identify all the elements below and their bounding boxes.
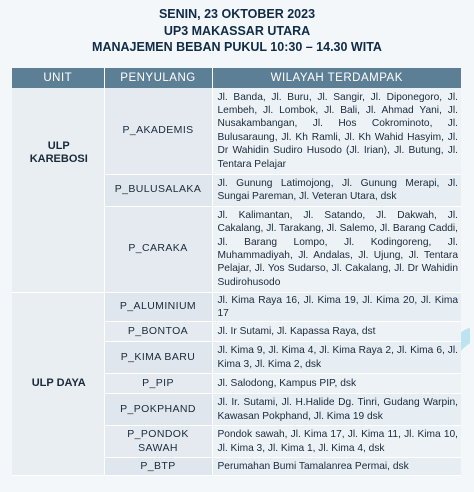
wilayah-cell: Jl. Kalimantan, Jl. Satando, Jl. Dakwah, Jl. Cakalang, Jl. Tarakang, Jl. Salemo, Jl. Barang Caddi, Jl. Barang Lompo, Jl. Kodingoreng, Jl. Muhammadiyah, Jl. Andalas, Jl. Ujung, Jl. Tentara Pelajar, Jl. Yos Sudarso, Jl. Cakalang, Jl. Dr Wahidin Sudirohusodo (212, 206, 461, 292)
column-header-penyulang: PENYULANG (104, 68, 212, 88)
wilayah-cell: Jl. Kima 9, Jl. Kima 4, Jl. Kima Raya 2, Jl. Kima 6, Jl. Kima 3, Jl. Kima 2, dsk (212, 342, 461, 374)
header-date: SENIN, 23 OKTOBER 2023 (158, 7, 316, 21)
wilayah-cell: Jl. Banda, Jl. Buru, Jl. Sangir, Jl. Diponegoro, Jl. Lembeh, Jl. Lombok, Jl. Bali, Jl. Ahmad Yani, Jl. Nusakambangan, Jl. Hos Cokrominoto, Jl. Bulusaraung, Jl. Kh Ramli, Jl. Kh Wahid Hasyim, Jl. Dr Wahidin Sudiro Husodo (Jl. Irian), Jl. Butung, Jl. Tentara Pelajar (212, 88, 461, 174)
column-header-unit: UNIT (12, 68, 104, 88)
penyulang-cell: P_CARAKA (104, 206, 212, 292)
wilayah-cell: Jl. Kima Raya 16, Jl. Kima 19, Jl. Kima 20, Jl. Kima 17 (212, 292, 461, 322)
unit-cell-daya: ULP DAYA (12, 292, 104, 476)
column-header-wilayah: WILAYAH TERDAMPAK (212, 68, 461, 88)
penyulang-cell: P_BTP (104, 458, 212, 476)
penyulang-cell: P_PIP (104, 374, 212, 394)
penyulang-cell: P_AKADEMIS (104, 88, 212, 174)
penyulang-cell: P_ALUMINIUM (104, 292, 212, 322)
wilayah-cell: Jl. Ir. Sutami, Jl. H.Halide Dg. Tinri, Gudang Warpin, Kawasan Pokphand, Jl. Kima 19 dsk (212, 394, 461, 426)
wilayah-cell: Jl. Ir Sutami, Jl. Kapassa Raya, dst (212, 322, 461, 342)
penyulang-cell: P_BONTOA (104, 322, 212, 342)
table-row (12, 292, 461, 322)
penyulang-cell: P_POKPHAND (104, 394, 212, 426)
header-title: MANAJEMEN BEBAN PUKUL 10:30 – 14.30 WITA (92, 40, 382, 54)
table-header-row (12, 68, 461, 88)
table-row (12, 88, 461, 174)
wilayah-cell: Jl. Gunung Latimojong, Jl. Gunung Merapi, Jl. Sungai Pareman, Jl. Veteran Utara, dsk (212, 174, 461, 206)
document-header (0, 6, 474, 56)
wilayah-cell: Perumahan Bumi Tamalanrea Permai, dsk (212, 458, 461, 476)
penyulang-cell: P_BULUSALAKA (104, 174, 212, 206)
header-unit: UP3 MAKASSAR UTARA (163, 23, 311, 38)
load-management-table (12, 68, 461, 476)
penyulang-cell: P_KIMA BARU (104, 342, 212, 374)
wilayah-cell: Jl. Salodong, Kampus PIP, dsk (212, 374, 461, 394)
wilayah-cell: Pondok sawah, Jl. Kima 17, Jl. Kima 11, Jl. Kima 10, Jl. Kima 3, Jl. Kima 1, Jl. Kima 4, dsk (212, 426, 461, 458)
unit-cell-karebosi: ULP KAREBOSI (12, 88, 104, 292)
penyulang-cell: P_PONDOK SAWAH (104, 426, 212, 458)
